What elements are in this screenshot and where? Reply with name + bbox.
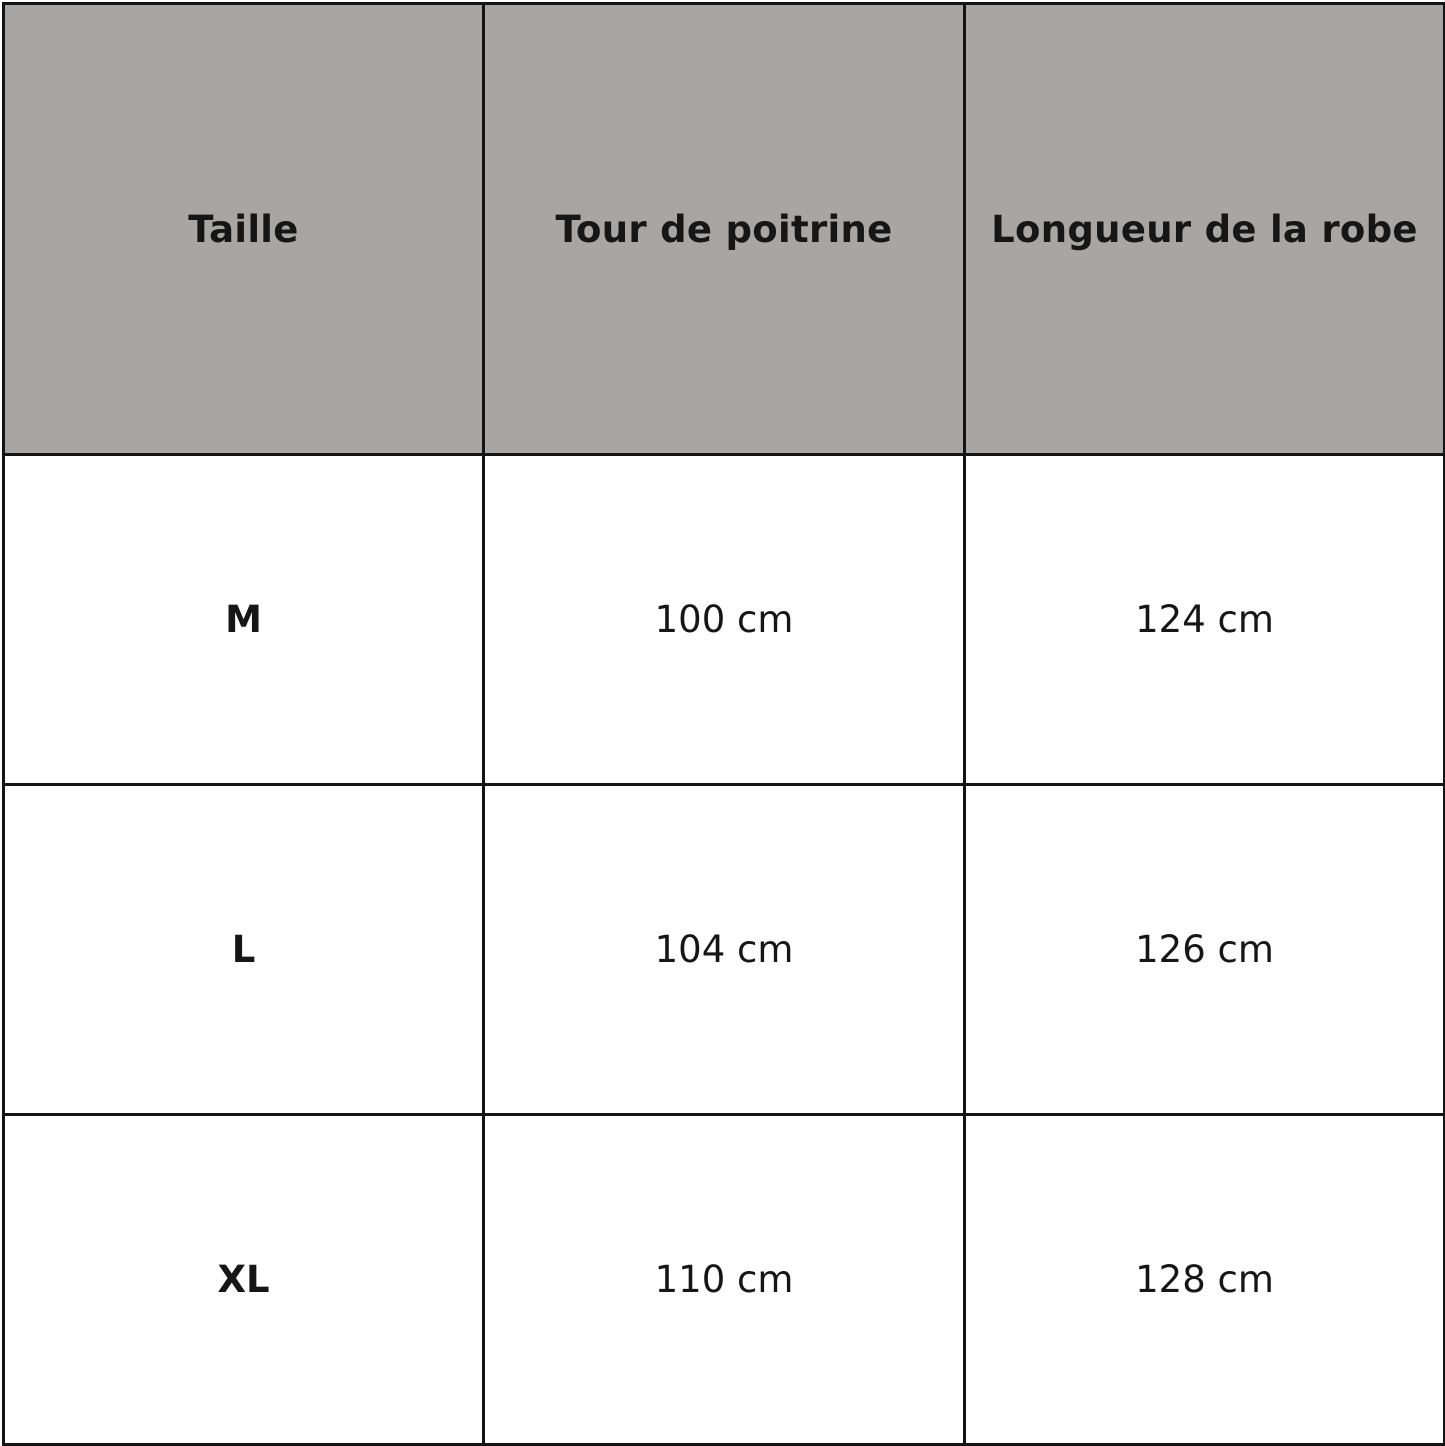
size-chart-table — [2, 2, 1445, 1446]
header-chest: Tour de poitrine — [484, 4, 965, 455]
table-row — [4, 785, 1445, 1115]
chest-cell: 100 cm — [484, 455, 965, 785]
header-row — [4, 4, 1445, 455]
table-row — [4, 455, 1445, 785]
header-size: Taille — [4, 4, 484, 455]
length-cell: 124 cm — [965, 455, 1445, 785]
size-cell: L — [4, 785, 484, 1115]
table-row — [4, 1115, 1445, 1445]
size-cell: M — [4, 455, 484, 785]
table-body — [4, 455, 1445, 1445]
length-cell: 126 cm — [965, 785, 1445, 1115]
chest-cell: 104 cm — [484, 785, 965, 1115]
length-cell: 128 cm — [965, 1115, 1445, 1445]
header-dress-length: Longueur de la robe — [965, 4, 1445, 455]
chest-cell: 110 cm — [484, 1115, 965, 1445]
size-cell: XL — [4, 1115, 484, 1445]
table-header — [4, 4, 1445, 455]
